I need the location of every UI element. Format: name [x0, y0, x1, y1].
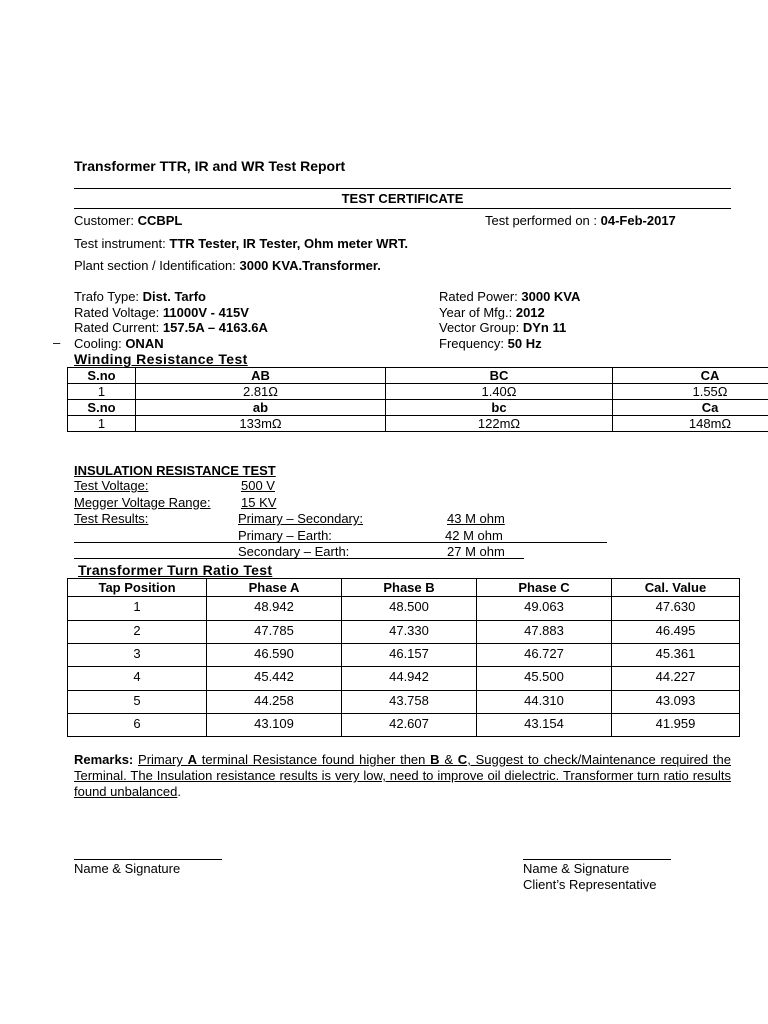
- table-row: [68, 621, 740, 644]
- instrument-value: TTR Tester, IR Tester, Ohm meter WRT.: [169, 236, 409, 251]
- spec-rated-current: [74, 320, 268, 336]
- test-date-label: Test performed on :: [485, 213, 601, 228]
- spec-label: Cooling:: [74, 335, 126, 351]
- table-cell: 48.500: [342, 597, 477, 621]
- ttr-title: Transformer Turn Ratio Test: [78, 562, 273, 578]
- table-cell: 2: [68, 621, 207, 644]
- table-header-cell: bc: [386, 400, 613, 416]
- table-cell: 43.109: [207, 714, 342, 737]
- results-label: Test Results:: [74, 511, 149, 526]
- table-cell: 44.942: [342, 667, 477, 691]
- table-cell: 3: [68, 644, 207, 667]
- table-header-cell: Phase C: [477, 579, 612, 597]
- table-cell: 47.785: [207, 621, 342, 644]
- remarks-label: Remarks:: [74, 752, 134, 767]
- table-row: [68, 384, 768, 400]
- result-row-2: [74, 528, 614, 545]
- table-cell: 45.361: [612, 644, 740, 667]
- spec-value: 157.5A – 4163.6A: [162, 320, 268, 335]
- result-value: 43 M ohm: [447, 511, 505, 526]
- table-cell: 46.590: [207, 644, 342, 667]
- spec-value: Dist. Tarfo: [142, 289, 206, 304]
- plant-value: 3000 KVA.Transformer.: [239, 258, 381, 273]
- table-cell: 44.258: [207, 691, 342, 714]
- table-header-row: [68, 368, 768, 384]
- winding-resistance-table: [67, 367, 768, 432]
- customer-value: CCBPL: [137, 213, 183, 228]
- megger-value: 15 KV: [241, 494, 277, 510]
- spec-value: 3000 KVA: [521, 289, 581, 304]
- table-cell: 1: [68, 416, 136, 432]
- test-voltage-row: [74, 478, 614, 495]
- margin-mark: –: [53, 335, 61, 350]
- turn-ratio-table: [67, 578, 740, 737]
- specs-left: [74, 289, 268, 351]
- result-row-3: [74, 544, 614, 561]
- spec-trafo-type: [74, 289, 268, 305]
- insulation-block: [74, 478, 614, 561]
- table-cell: 48.942: [207, 597, 342, 621]
- remarks-text: B: [430, 752, 440, 767]
- signature-role-right: Client’s Representative: [523, 877, 657, 892]
- remarks-text: terminal Resistance found higher then: [197, 752, 431, 767]
- spec-frequency: [439, 336, 580, 352]
- signature-block-right: [523, 861, 656, 893]
- table-row: [68, 714, 740, 737]
- plant-label: Plant section / Identification:: [74, 258, 240, 273]
- remarks-text: &: [439, 752, 458, 767]
- table-header-cell: Cal. Value: [612, 579, 740, 597]
- table-cell: 46.727: [477, 644, 612, 667]
- certificate-heading: TEST CERTIFICATE: [341, 191, 464, 206]
- result-label: Secondary – Earth:: [238, 544, 350, 559]
- spec-vector-group: [439, 320, 580, 336]
- result-label: Primary – Earth:: [238, 527, 332, 543]
- table-row: [68, 416, 768, 432]
- table-cell: 43.758: [342, 691, 477, 714]
- table-cell: 43.093: [612, 691, 740, 714]
- signature-line-left: [74, 859, 222, 860]
- table-row: [68, 667, 740, 691]
- table-header-cell: Ca: [613, 400, 768, 416]
- signature-label-right: Name & Signature: [523, 861, 630, 876]
- table-row: [68, 644, 740, 667]
- table-cell: 46.157: [342, 644, 477, 667]
- result-underline: [74, 542, 607, 543]
- table-cell: 43.154: [477, 714, 612, 737]
- table-cell: 47.630: [612, 597, 740, 621]
- table-cell: 1.55Ω: [613, 384, 768, 400]
- megger-row: [74, 495, 614, 512]
- table-cell: 45.442: [207, 667, 342, 691]
- specs-right: [439, 289, 580, 351]
- instrument-label: Test instrument:: [74, 236, 170, 251]
- spec-label: Vector Group:: [439, 320, 523, 335]
- megger-label: Megger Voltage Range:: [74, 494, 211, 510]
- report-title: Transformer TTR, IR and WR Test Report: [74, 158, 346, 174]
- table-cell: 41.959: [612, 714, 740, 737]
- table-cell: 46.495: [612, 621, 740, 644]
- table-header-cell: BC: [386, 368, 613, 384]
- table-cell: 6: [68, 714, 207, 737]
- table-header-cell: Phase B: [342, 579, 477, 597]
- table-cell: 47.883: [477, 621, 612, 644]
- customer-label: Customer:: [74, 213, 138, 228]
- table-header-row: [68, 579, 740, 597]
- table-header-cell: CA: [613, 368, 768, 384]
- table-cell: 45.500: [477, 667, 612, 691]
- table-header-cell: S.no: [68, 400, 136, 416]
- divider-bottom: [74, 208, 731, 209]
- spec-value: 50 Hz: [507, 335, 542, 351]
- table-cell: 1.40Ω: [386, 384, 613, 400]
- spec-label: Frequency:: [439, 335, 508, 351]
- spec-label: Trafo Type:: [74, 289, 143, 304]
- spec-value: DYn 11: [522, 320, 567, 335]
- spec-label: Rated Current:: [74, 320, 163, 335]
- table-header-cell: S.no: [68, 368, 136, 384]
- result-value: 27 M ohm: [447, 544, 505, 559]
- plant-line: [74, 258, 381, 273]
- table-header-cell: ab: [136, 400, 386, 416]
- remarks-text: C: [457, 752, 468, 767]
- winding-title: Winding Resistance Test: [74, 351, 248, 367]
- table-cell: 44.310: [477, 691, 612, 714]
- remarks-text: Primary: [138, 752, 188, 767]
- spec-cooling: [74, 336, 268, 352]
- table-cell: 42.607: [342, 714, 477, 737]
- result-label: Primary – Secondary:: [238, 511, 363, 526]
- signature-label-left: Name & Signature: [74, 861, 181, 876]
- test-voltage-value: 500 V: [241, 478, 275, 493]
- table-header-cell: Phase A: [207, 579, 342, 597]
- remarks-paragraph: [74, 752, 731, 800]
- table-cell: 122mΩ: [386, 416, 613, 432]
- spec-value: 11000V - 415V: [162, 304, 249, 320]
- spec-label: Rated Power:: [439, 289, 522, 304]
- spec-value: 2012: [515, 304, 545, 320]
- table-cell: 4: [68, 667, 207, 691]
- spec-rated-voltage: [74, 305, 268, 321]
- table-cell: 49.063: [477, 597, 612, 621]
- table-cell: 1: [68, 597, 207, 621]
- table-header-cell: AB: [136, 368, 386, 384]
- spec-rated-power: [439, 289, 580, 305]
- result-row-1: [74, 511, 614, 528]
- insulation-title: INSULATION RESISTANCE TEST: [74, 463, 276, 478]
- spec-year: [439, 305, 580, 321]
- customer-line: [74, 213, 182, 228]
- spec-label: Rated Voltage:: [74, 304, 163, 320]
- table-cell: 148mΩ: [613, 416, 768, 432]
- spec-value: ONAN: [125, 335, 164, 351]
- table-row: [68, 691, 740, 714]
- signature-line-right: [523, 859, 671, 860]
- remarks-text: A: [187, 752, 197, 767]
- test-date-value: 04-Feb-2017: [600, 213, 676, 228]
- table-cell: 44.227: [612, 667, 740, 691]
- remarks-text: .: [177, 784, 181, 799]
- table-cell: 47.330: [342, 621, 477, 644]
- table-cell: 2.81Ω: [136, 384, 386, 400]
- test-voltage-label: Test Voltage:: [74, 478, 149, 493]
- instrument-line: [74, 236, 408, 251]
- remarks-text: , Suggest to check/Maintenance required the Terminal. The Insulation resistance results is very low, need to improve oil dielectric. Transformer turn ratio results found unbalanced: [74, 752, 731, 799]
- table-cell: 133mΩ: [136, 416, 386, 432]
- table-cell: 1: [68, 384, 136, 400]
- test-date-line: [485, 213, 676, 228]
- table-header-cell: Tap Position: [68, 579, 207, 597]
- divider-top: [74, 188, 731, 189]
- table-header-row: [68, 400, 768, 416]
- table-row: [68, 597, 740, 621]
- result-value: 42 M ohm: [445, 527, 503, 543]
- spec-label: Year of Mfg.:: [439, 304, 516, 320]
- table-cell: 5: [68, 691, 207, 714]
